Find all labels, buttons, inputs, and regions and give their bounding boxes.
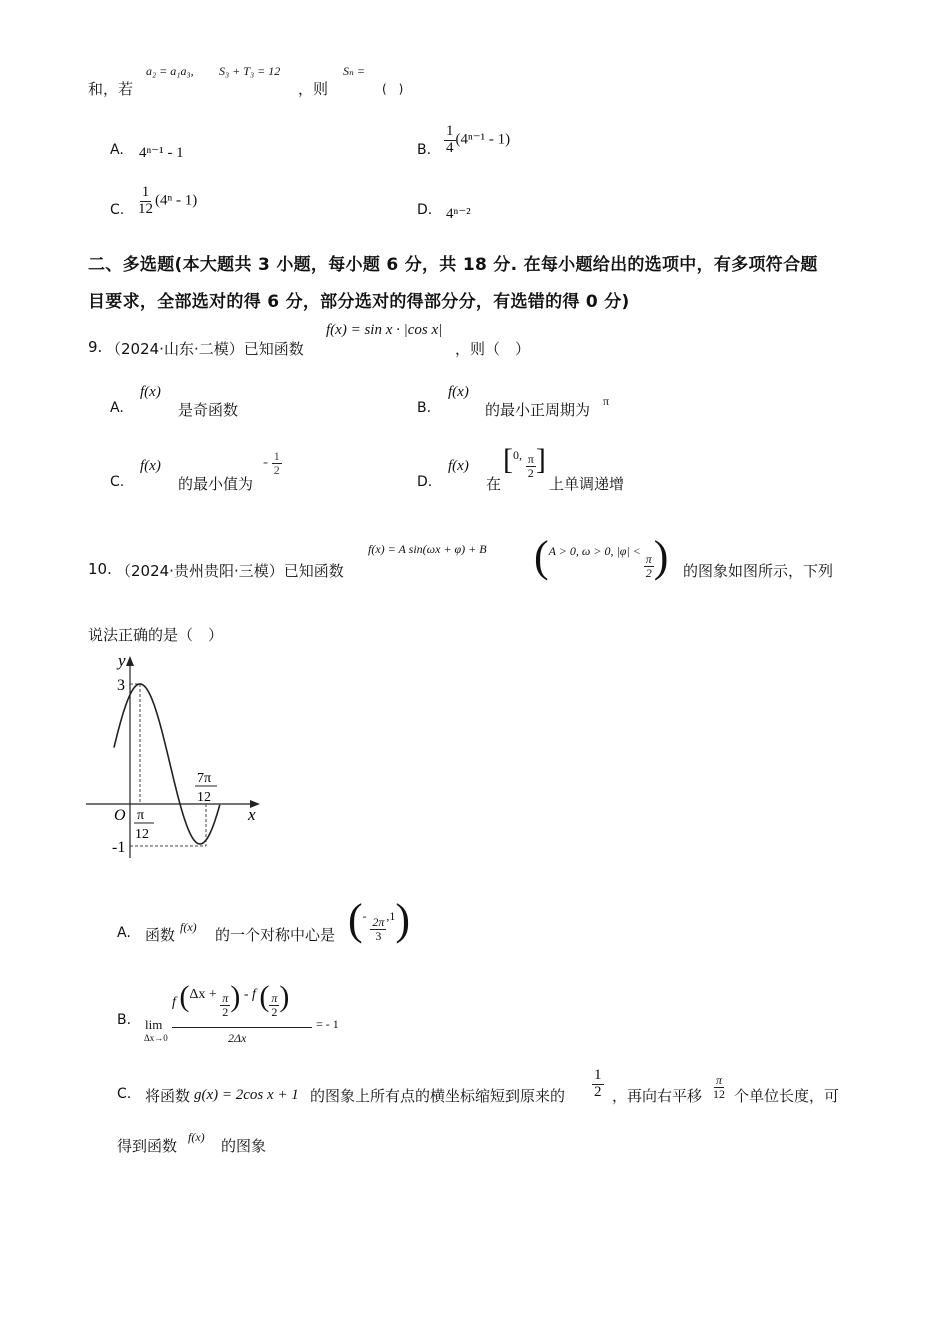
- q8-option-d-expr: 4ⁿ⁻²: [446, 206, 471, 222]
- q8-then: ，则: [298, 80, 329, 98]
- q8-b-coef-den: 4: [446, 139, 454, 156]
- min-value-label: -1: [112, 839, 126, 856]
- q10-option-b-denominator: 2Δx: [228, 1031, 247, 1045]
- q8-option-a-expr: 4ⁿ⁻¹ - 1: [139, 145, 184, 161]
- q10-option-a-fx: f(x): [180, 920, 197, 934]
- x2-num-label: 7π: [197, 771, 212, 786]
- q8-eq-a2: a₂ = a₁a₃,: [146, 64, 194, 78]
- q8-intro: 和，若: [88, 80, 134, 98]
- q10-b-in1: Δx +: [189, 987, 217, 1002]
- q10-b-minus: - f: [243, 987, 256, 1002]
- q9-d-left: 0,: [513, 448, 522, 462]
- q10-b-f1: f: [172, 995, 176, 1010]
- q10-option-c-label: C.: [117, 1086, 132, 1102]
- q8-option-d-label: D.: [417, 202, 433, 218]
- q10-option-b-rhs: = - 1: [316, 1017, 339, 1031]
- q10-option-c-text3: ，再向右平移: [612, 1087, 703, 1105]
- q8-c-paren: (4ⁿ - 1): [155, 192, 198, 209]
- origin-label: O: [114, 807, 126, 824]
- q8-option-c-expr: [136, 185, 197, 218]
- q10-b-den2: 2: [271, 1004, 278, 1019]
- q10-option-c-line2a: 得到函数: [117, 1137, 178, 1155]
- q10-option-a-text1: 函数: [145, 926, 176, 944]
- q9-number: 9.: [88, 338, 103, 356]
- q10-line2: 说法正确的是（ ）: [88, 626, 224, 644]
- q9-option-b-fx: f(x): [448, 384, 469, 400]
- q9-option-d-fx: f(x): [448, 458, 469, 474]
- q8-b-coef-num: 1: [446, 123, 454, 139]
- q9-option-a-text: 是奇函数: [178, 401, 239, 419]
- q10-a-den: 3: [375, 928, 382, 943]
- q10-source: （2024·贵州贵阳·三模）已知函数: [116, 562, 344, 580]
- q10-option-c-half: [592, 1068, 604, 1101]
- q9-c-num: 1: [273, 449, 280, 463]
- q10-option-b-lim-sub: Δx→0: [144, 1033, 168, 1043]
- q9-option-d-text: 在: [486, 475, 502, 493]
- q9-d-num: π: [527, 452, 534, 466]
- q9-option-d-tail: 上单调递增: [549, 475, 625, 493]
- x1-den-label: 12: [135, 827, 149, 842]
- q10-tail: 的图象如图所示，下列: [683, 562, 834, 580]
- q10-c-half-num: 1: [594, 1067, 602, 1083]
- x-axis-label: x: [248, 805, 256, 824]
- q10-option-b-label: B.: [117, 1012, 132, 1028]
- q8-b-paren: (4ⁿ⁻¹ - 1): [455, 131, 511, 148]
- q10-b-num2: π: [271, 991, 278, 1005]
- q8-option-b-label: B.: [417, 142, 432, 158]
- q9-option-c-text: 的最小值为: [178, 475, 254, 493]
- q9-option-c-label: C.: [110, 474, 125, 490]
- q10-option-c-line2-fx: f(x): [188, 1130, 205, 1144]
- q9-option-a-fx: f(x): [140, 384, 161, 400]
- q8-blank: ( ): [382, 82, 404, 96]
- q9-c-neg: -: [263, 454, 268, 471]
- q9-option-b-pi: π: [603, 394, 610, 408]
- q10-option-c-shift: [711, 1074, 727, 1100]
- q8-option-c-label: C.: [110, 202, 125, 218]
- q10-func: f(x) = A sin(ωx + φ) + B: [368, 542, 487, 556]
- q10-b-in-den: 2: [222, 1004, 229, 1019]
- q10-c-shift-num: π: [715, 1073, 722, 1087]
- q10-number: 10.: [88, 560, 112, 578]
- max-value-label: 3: [117, 677, 125, 694]
- q10-option-a-label: A.: [117, 925, 131, 941]
- q10-cond-num: π: [645, 552, 652, 566]
- q8-eq-sum: S₃ + T₃ = 12: [219, 64, 281, 78]
- q9-option-c-value: [263, 450, 282, 476]
- q10-option-c-g: g(x) = 2cos x + 1: [194, 1087, 299, 1103]
- q10-option-b-numerator: f (Δx + $\frac{\pi}{2}$ ) - f ( $\frac{\pi}{2}$ ): [172, 980, 290, 1019]
- q9-c-den: 2: [273, 462, 280, 477]
- q10-option-c-text2: 的图象上所有点的横坐标缩短到原来的: [310, 1087, 566, 1105]
- q10-cond: (A > 0, ω > 0, |φ| < $\frac{\pi}{2}$ ): [534, 532, 669, 581]
- q9-source: （2024·山东·二模）已知函数: [106, 340, 304, 358]
- section2-heading-line2: 目要求，全部选对的得 6 分，部分选对的得部分分，有选错的得 0 分): [88, 292, 630, 312]
- q9-option-c-fx: f(x): [140, 458, 161, 474]
- q8-c-coef-num: 1: [141, 184, 150, 200]
- q9-option-d-label: D.: [417, 474, 433, 490]
- q8-sn: Sₙ =: [343, 64, 365, 78]
- q9-func: f(x) = sin x · |cos x|: [326, 322, 443, 338]
- q10-a-num: 2π: [372, 915, 385, 929]
- q10-option-b-frac-bar: [172, 1027, 312, 1028]
- q10-option-c-text4: 个单位长度，可: [734, 1087, 840, 1105]
- q8-option-a-label: A.: [110, 142, 124, 158]
- q10-option-b-lim: lim: [145, 1017, 163, 1032]
- y-axis-arrow: [126, 656, 134, 666]
- q10-function-graph: [84, 648, 264, 863]
- q10-option-a-point: (- $\frac{2\pi}{3}$ $^{,1}$): [348, 895, 411, 944]
- q10-option-a-text2: 的一个对称中心是: [215, 926, 336, 944]
- q9-tail: ，则（ ）: [455, 340, 531, 358]
- q10-c-shift-den: 12: [713, 1086, 725, 1101]
- q10-b-in-num: π: [222, 991, 229, 1005]
- q10-c-half-den: 2: [594, 1083, 602, 1100]
- q8-option-b-expr: [444, 124, 510, 157]
- q10-option-c-line2b: 的图象: [221, 1137, 267, 1155]
- q8-c-coef-den: 12: [138, 200, 153, 217]
- q10-a-neg: -: [362, 909, 367, 923]
- q10-a-after: ,1: [386, 909, 396, 923]
- q10-cond-text: A > 0, ω > 0, |φ| <: [548, 544, 641, 558]
- q9-option-a-label: A.: [110, 400, 124, 416]
- q9-d-den: 2: [527, 465, 534, 480]
- q9-option-d-interval: [$^{0,}$ $\frac{\pi}{2}$ ]: [503, 443, 546, 480]
- q10-cond-den: 2: [645, 565, 652, 580]
- y-axis-label: y: [118, 651, 126, 670]
- section2-heading-line1: 二、多选题(本大题共 3 小题，每小题 6 分，共 18 分. 在每小题给出的选项中，有多项符合题: [88, 255, 818, 275]
- q9-option-b-text: 的最小正周期为: [485, 401, 591, 419]
- q10-option-c-text1: 将函数: [145, 1087, 191, 1105]
- x1-num-label: π: [137, 808, 145, 823]
- q9-option-b-label: B.: [417, 400, 432, 416]
- x2-den-label: 12: [197, 790, 211, 805]
